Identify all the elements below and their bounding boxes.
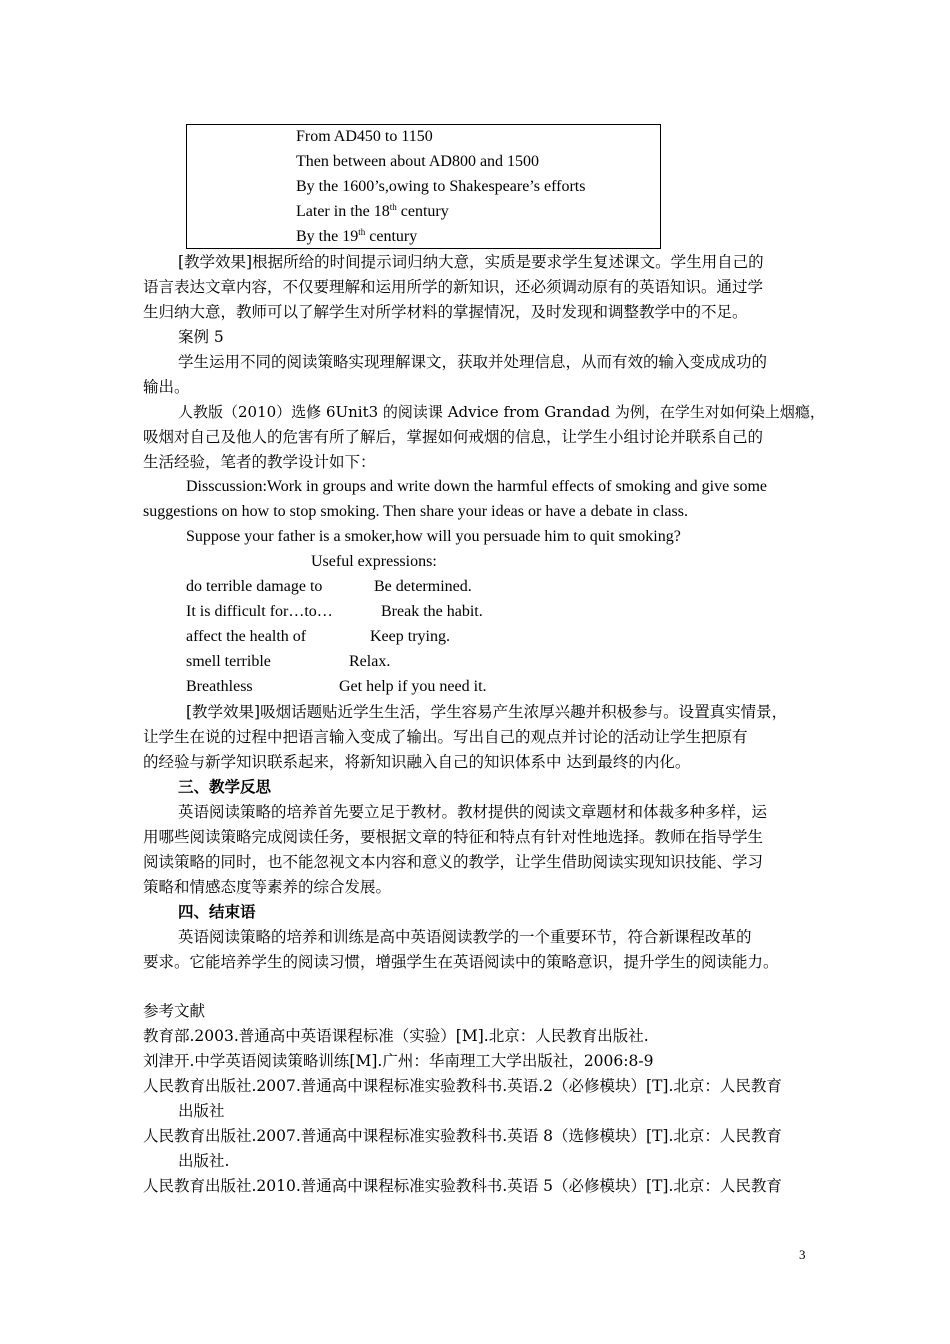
paragraph-line: 让学生在说的过程中把语言输入变成了输出。写出自己的观点并讨论的活动让学生把原有	[143, 728, 748, 746]
expression-right: Get help if you need it.	[339, 678, 487, 695]
reference-item: 人民教育出版社.2007.普通高中课程标准实验教科书.英语 8（选修模块）[T].北京：人民教育	[143, 1127, 782, 1145]
section-heading: 三、教学反思	[178, 777, 272, 796]
timeline-line: Then between about AD800 and 1500	[296, 153, 540, 170]
page-number: 3	[799, 1247, 806, 1262]
paragraph-line: 的经验与新学知识联系起来，将新知识融入自己的知识体系中 达到最终的内化。	[143, 753, 691, 771]
expression-right: Relax.	[349, 653, 391, 670]
paragraph-line: 阅读策略的同时，也不能忽视文本内容和意义的教学，让学生借助阅读实现知识技能、学习	[143, 853, 764, 871]
timeline-line: From AD450 to 1150	[296, 128, 433, 145]
case-title: 案例 5	[178, 328, 224, 346]
paragraph-line: [教学效果]根据所给的时间提示词归纳大意，实质是要求学生复述课文。学生用自己的	[178, 253, 764, 271]
discussion-line: Disscussion:Work in groups and write down the harmful effects of smoking and give some	[186, 478, 767, 495]
discussion-line: suggestions on how to stop smoking. Then share your ideas or have a debate in class.	[143, 503, 688, 520]
expression-left: Breathless	[186, 678, 253, 695]
reference-item: 刘津开.中学英语阅读策略训练[M].广州：华南理工大学出版社，2006:8-9	[143, 1052, 654, 1070]
reference-item: 人民教育出版社.2010.普通高中课程标准实验教科书.英语 5（必修模块）[T].北京：人民教育	[143, 1177, 782, 1195]
paragraph-line: 要求。它能培养学生的阅读习惯，增强学生在英语阅读中的策略意识，提升学生的阅读能力。	[143, 953, 779, 971]
expression-left: affect the health of	[186, 628, 307, 645]
useful-expressions-heading: Useful expressions:	[311, 553, 437, 570]
paragraph-line: 语言表达文章内容，不仅要理解和运用所学的新知识，还必须调动原有的英语知识。通过学	[143, 278, 764, 296]
expression-left: smell terrible	[186, 653, 271, 670]
references-heading: 参考文献	[143, 1002, 206, 1020]
paragraph-line: 人教版（2010）选修 6Unit3 的阅读课 Advice from Grandad 为例，在学生对如何染上烟瘾，	[178, 403, 825, 421]
expression-left: do terrible damage to	[186, 578, 323, 595]
paragraph-line: 输出。	[143, 378, 190, 396]
paragraph-line: 英语阅读策略的培养和训练是高中英语阅读教学的一个重要环节，符合新课程改革的	[178, 928, 752, 946]
paragraph-line: 生活经验，笔者的教学设计如下：	[143, 453, 376, 471]
timeline-line: By the 19th century	[296, 227, 418, 245]
paragraph-line: 英语阅读策略的培养首先要立足于教材。教材提供的阅读文章题材和体裁多种多样，运	[178, 803, 768, 821]
expression-right: Keep trying.	[370, 628, 450, 645]
timeline-line: By the 1600’s,owing to Shakespeare’s efforts	[296, 178, 586, 195]
reference-item-continued: 出版社.	[178, 1152, 230, 1170]
paragraph-line: 策略和情感态度等素养的综合发展。	[143, 878, 392, 896]
reference-item: 人民教育出版社.2007.普通高中课程标准实验教科书.英语.2（必修模块）[T].北京：人民教育	[143, 1077, 782, 1095]
paragraph-line: 学生运用不同的阅读策略实现理解课文，获取并处理信息，从而有效的输入变成成功的	[178, 353, 768, 371]
paragraph-line: [教学效果]吸烟话题贴近学生生活，学生容易产生浓厚兴趣并积极参与。设置真实情景，	[186, 703, 788, 721]
paragraph-line: 用哪些阅读策略完成阅读任务，要根据文章的特征和特点有针对性地选择。教师在指导学生	[143, 828, 764, 846]
section-heading: 四、结束语	[178, 902, 256, 921]
reference-item-continued: 出版社	[178, 1102, 225, 1120]
suppose-question: Suppose your father is a smoker,how will you persuade him to quit smoking?	[186, 528, 681, 545]
paragraph-line: 生归纳大意，教师可以了解学生对所学材料的掌握情况，及时发现和调整教学中的不足。	[143, 303, 748, 321]
expression-right: Break the habit.	[381, 603, 483, 620]
expression-left: It is difficult for…to…	[186, 603, 333, 620]
expression-right: Be determined.	[374, 578, 472, 595]
timeline-line: Later in the 18th century	[296, 202, 449, 220]
paragraph-line: 吸烟对自己及他人的危害有所了解后，掌握如何戒烟的信息，让学生小组讨论并联系自己的	[143, 428, 764, 446]
reference-item: 教育部.2003.普通高中英语课程标准（实验）[M].北京：人民教育出版社.	[143, 1027, 649, 1045]
